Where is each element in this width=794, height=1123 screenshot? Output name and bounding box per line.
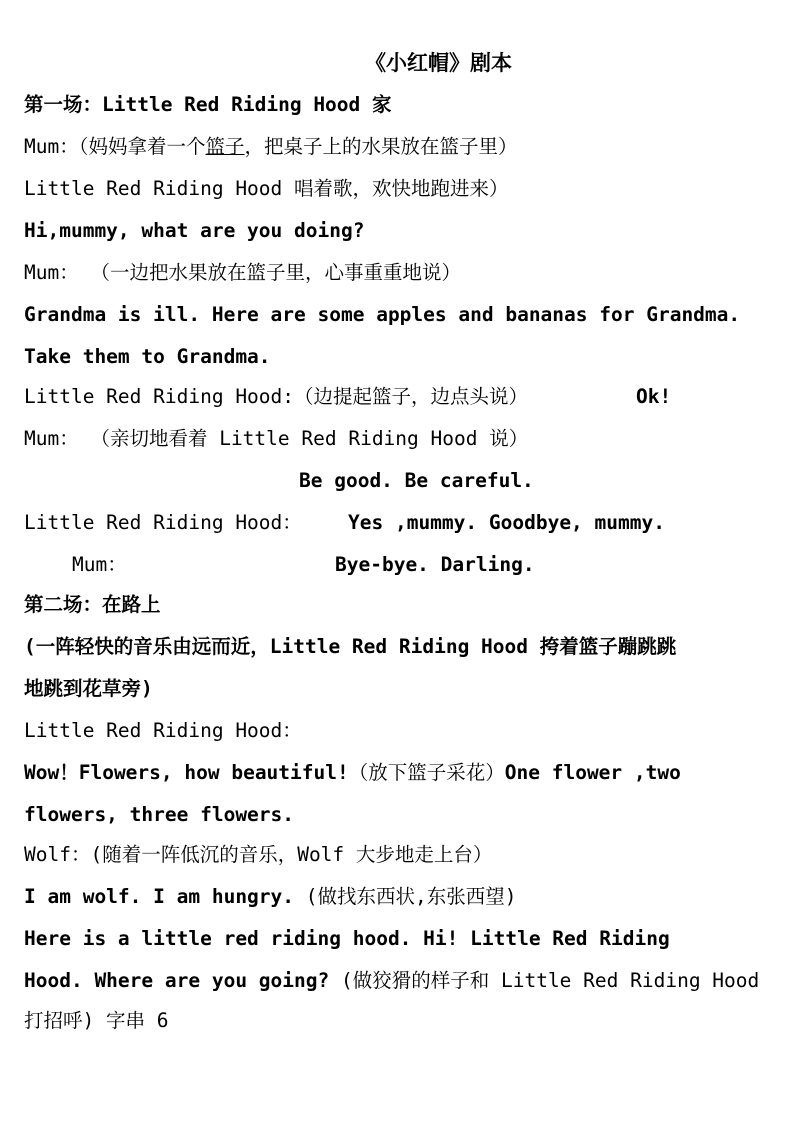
lrrh-speaker: Little Red Riding Hood：: [24, 719, 302, 742]
stage-text: （妈妈拿着一个: [78, 135, 206, 158]
wolf-where-line: [24, 968, 794, 996]
mum-stage-direction-2: Mum： （一边把水果放在篮子里，心事重重地说）: [24, 261, 461, 284]
stage-text: (做找东西状,东张西望): [305, 885, 517, 908]
lrrh-line-hi: Hi,mummy, what are you doing?: [24, 219, 365, 242]
mum-line-be-good: Be good. Be careful.: [299, 469, 534, 492]
page-title: 《小红帽》剧本: [365, 51, 512, 75]
underlined-word: 篮子: [205, 135, 245, 158]
scene1-heading: 第一场：Little Red Riding Hood 家: [24, 93, 392, 116]
lrrh-goodbye-speaker: Little Red Riding Hood：: [24, 511, 302, 534]
scene2-stage-direction-b: 地跳到花草旁): [24, 677, 153, 700]
spoken-text: One flower ,two: [504, 761, 681, 784]
mum-line-take: Take them to Grandma.: [24, 345, 271, 368]
lrrh-ok: Ok!: [636, 385, 672, 408]
stage-text: Little Red Riding Hood:（边提起篮子，边点头说）: [24, 385, 529, 408]
scene2-heading: 第二场：在路上: [24, 593, 161, 616]
lrrh-flowers-line-2: flowers, three flowers.: [24, 803, 295, 826]
mum-line-grandma: Grandma is ill. Here are some apples and bananas for Grandma.: [24, 303, 741, 326]
lrrh-enter-direction: Little Red Riding Hood 唱着歌，欢快地跑进来）: [24, 177, 509, 200]
mum-bye-speaker: Mum：: [72, 553, 127, 576]
wolf-hungry-line: [24, 884, 517, 912]
wolf-enter-direction: Wolf：(随着一阵低沉的音乐，Wolf 大步地走上台）: [24, 843, 493, 866]
lrrh-flowers-line: [24, 760, 681, 788]
speaker-mum: Mum：: [24, 135, 79, 158]
spoken-text: Wow！Flowers, how beautiful!: [24, 761, 349, 784]
mum-stage-direction-3: Mum： （亲切地看着 Little Red Riding Hood 说）: [24, 427, 529, 450]
scene2-stage-direction-a: (一阵轻快的音乐由远而近，Little Red Riding Hood 挎着篮子蹦跳跳: [24, 635, 677, 658]
spoken-text: Hood. Where are you going?: [24, 969, 330, 992]
mum-stage-direction-1: [24, 134, 518, 162]
wolf-here-line: Here is a little red riding hood. Hi! Little Red Riding: [24, 927, 670, 950]
stage-text: ，把桌子上的水果放在篮子里）: [244, 135, 518, 158]
lrrh-ok-line: [24, 384, 528, 412]
stage-text: （放下篮子采花）: [348, 761, 505, 784]
stage-text: (做狡猾的样子和 Little Red Riding Hood: [341, 969, 760, 992]
wolf-greet-line: 打招呼) 字串 6: [24, 1009, 169, 1032]
spoken-text: I am wolf. I am hungry.: [24, 885, 295, 908]
lrrh-goodbye-line: Yes ,mummy. Goodbye, mummy.: [348, 511, 665, 534]
mum-bye-line: Bye-bye. Darling.: [335, 553, 535, 576]
